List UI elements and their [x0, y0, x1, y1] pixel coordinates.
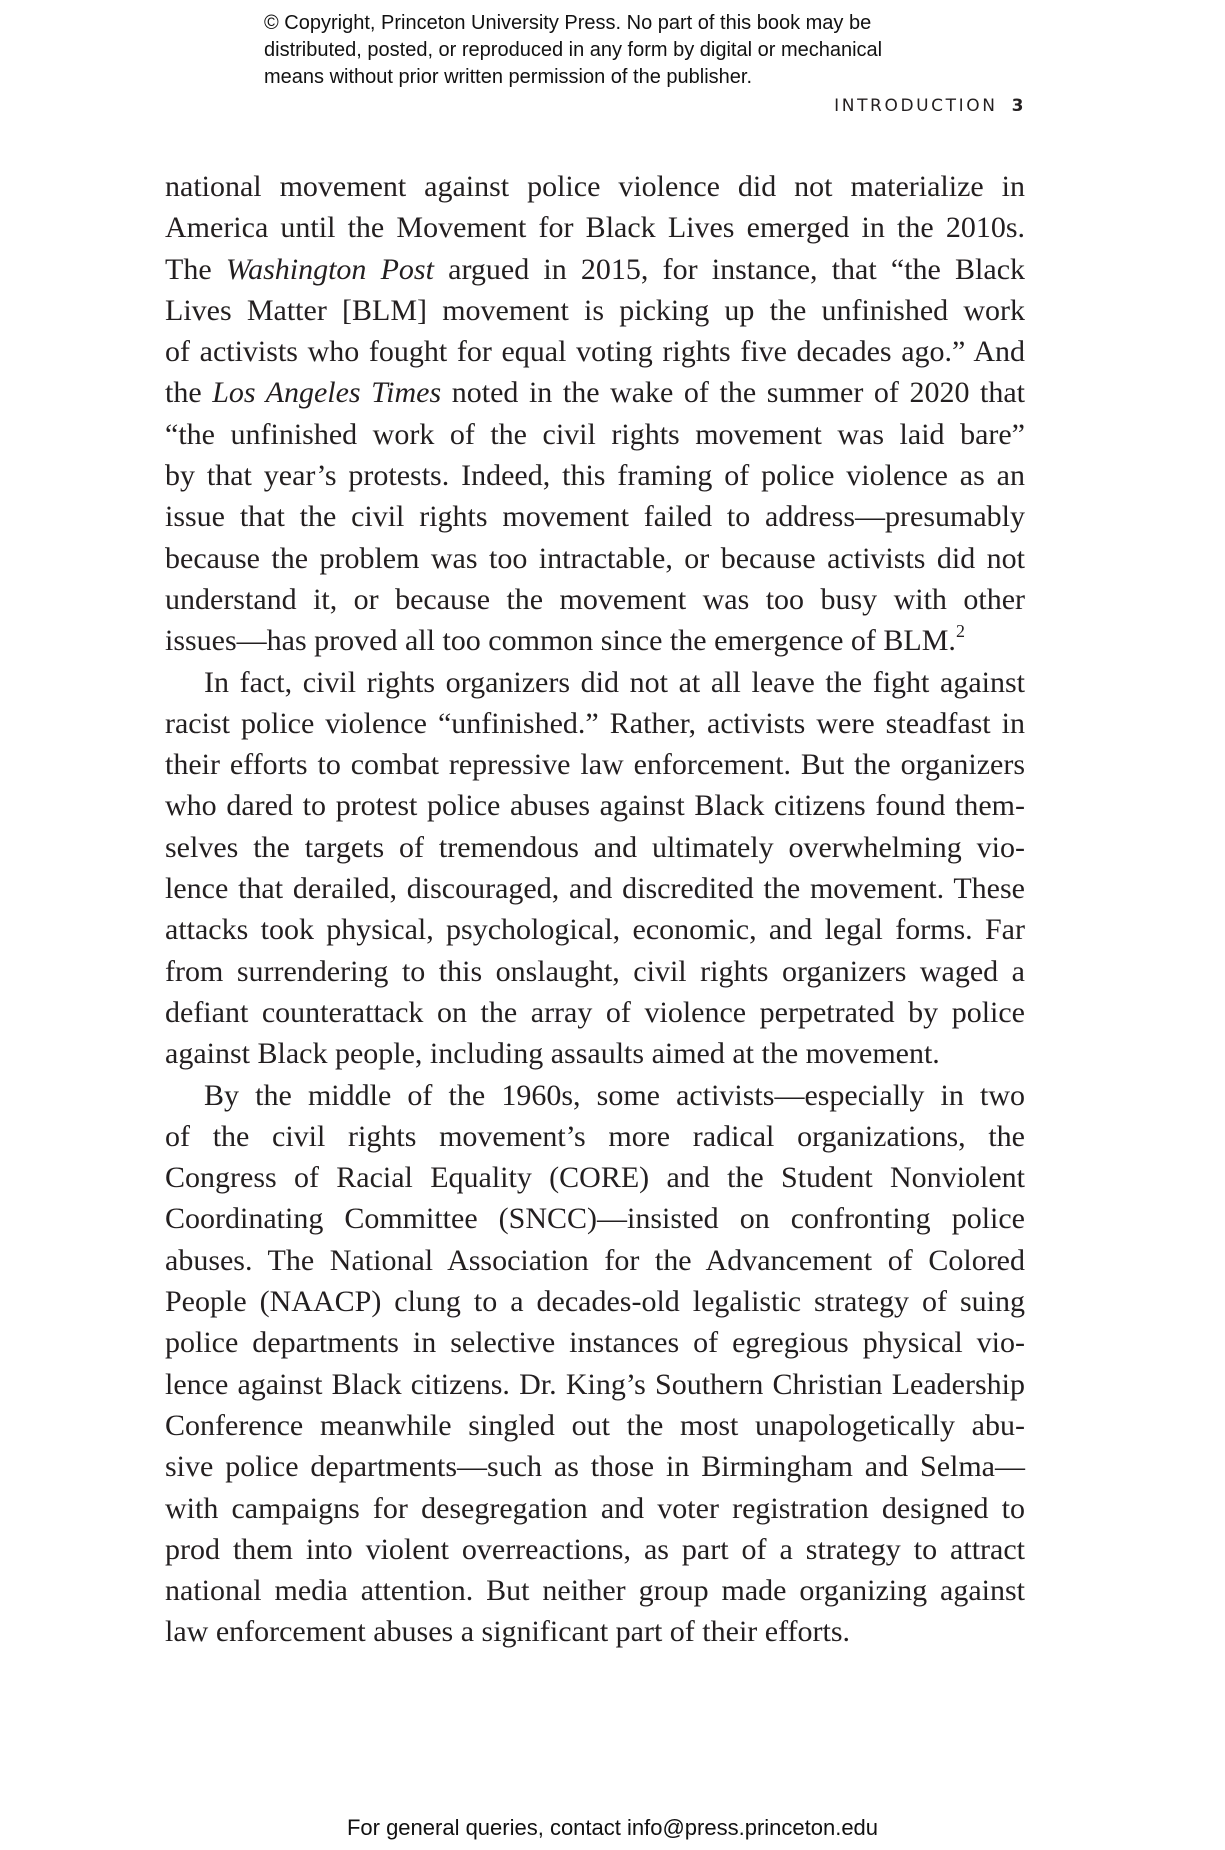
text-line	[165, 372, 1025, 413]
text-line: Conference meanwhile singled out the most unapologetically abu-	[165, 1408, 1025, 1442]
text-line: their efforts to combat repressive law enforcement. But the organizers	[165, 748, 1025, 782]
text-line: sive police departments—such as those in Birmingham and Selma—	[165, 1450, 1025, 1484]
text-line: America until the Movement for Black Lives emerged in the 2010s.	[165, 211, 1025, 245]
text-line: prod them into violent overreactions, as part of a strategy to attract	[165, 1532, 1025, 1566]
text-fragment: issues—has proved all too common since the emergence of BLM.	[165, 624, 956, 658]
text-line: by that year’s protests. Indeed, this framing of police violence as an	[165, 459, 1025, 493]
page-number: 3	[1011, 96, 1026, 116]
text-line: against Black people, including assaults aimed at the movement.	[165, 1037, 940, 1071]
text-line: Lives Matter [BLM] movement is picking up the unfinished work	[165, 293, 1025, 327]
copyright-notice	[264, 10, 1024, 91]
text-line: police departments in selective instances of egregious physical vio-	[165, 1326, 1025, 1360]
text-line: national media attention. But neither group made organizing against	[165, 1574, 1025, 1608]
text-line: of activists who fought for equal voting rights five decades ago.” And	[165, 335, 1025, 369]
text-line: who dared to protest police abuses against Black citizens found them-	[165, 789, 1025, 823]
text-line: lence against Black citizens. Dr. King’s Southern Christian Leadership	[165, 1367, 1025, 1401]
text-line: Congress of Racial Equality (CORE) and the Student Nonviolent	[165, 1161, 1025, 1195]
text-line: “the unfinished work of the civil rights movement was laid bare”	[165, 417, 1025, 451]
text-line: lence that derailed, discouraged, and discredited the movement. These	[165, 872, 1025, 906]
text-line: attacks took physical, psychological, economic, and legal forms. Far	[165, 913, 1025, 947]
text-fragment: The	[165, 252, 212, 286]
running-head	[834, 96, 1026, 116]
text-line: from surrendering to this onslaught, civil rights organizers waged a	[165, 954, 1025, 988]
text-line: national movement against police violence did not materialize in	[165, 170, 1025, 203]
text-line	[165, 249, 1025, 290]
text-line: By the middle of the 1960s, some activists—especially in two	[204, 1078, 1025, 1112]
text-line: selves the targets of tremendous and ultimately overwhelming vio-	[165, 830, 1025, 864]
text-fragment: noted in the wake of the summer of 2020 that	[451, 376, 1026, 410]
text-line: of the civil rights movement’s more radical organizations, the	[165, 1119, 1025, 1153]
text-line: Coordinating Committee (SNCC)—insisted on confronting police	[165, 1202, 1025, 1236]
publication-title: Washington Post	[225, 252, 434, 286]
text-line: racist police violence “unfinished.” Rather, activists were steadfast in	[165, 706, 1025, 740]
text-line: law enforcement abuses a significant part of their efforts.	[165, 1615, 851, 1649]
text-line	[165, 620, 1025, 661]
text-fragment: the	[165, 376, 202, 410]
text-line: abuses. The National Association for the Advancement of Colored	[165, 1243, 1025, 1277]
copyright-line: © Copyright, Princeton University Press. No part of this book may be	[264, 12, 872, 34]
text-line: People (NAACP) clung to a decades-old legalistic strategy of suing	[165, 1285, 1025, 1319]
text-line: because the problem was too intractable, or because activists did not	[165, 541, 1025, 575]
contact-footer: For general queries, contact info@press.princeton.edu	[346, 1815, 879, 1840]
footnote-reference: 2	[955, 621, 965, 642]
copyright-line: distributed, posted, or reproduced in any form by digital or mechanical	[264, 39, 883, 61]
text-line: understand it, or because the movement was too busy with other	[165, 582, 1025, 616]
text-fragment: argued in 2015, for instance, that “the Black	[448, 252, 1026, 286]
text-line: defiant counterattack on the array of violence perpetrated by police	[165, 995, 1025, 1029]
copyright-line: means without prior written permission of the publisher.	[264, 66, 753, 88]
text-line: In fact, civil rights organizers did not at all leave the fight against	[204, 665, 1025, 699]
section-title: INTRODUCTION	[834, 96, 998, 116]
text-line: issue that the civil rights movement failed to address—presumably	[165, 500, 1025, 534]
body-text	[165, 166, 1025, 1653]
publication-title: Los Angeles Times	[212, 376, 442, 410]
text-line: with campaigns for desegregation and voter registration designed to	[165, 1491, 1025, 1525]
